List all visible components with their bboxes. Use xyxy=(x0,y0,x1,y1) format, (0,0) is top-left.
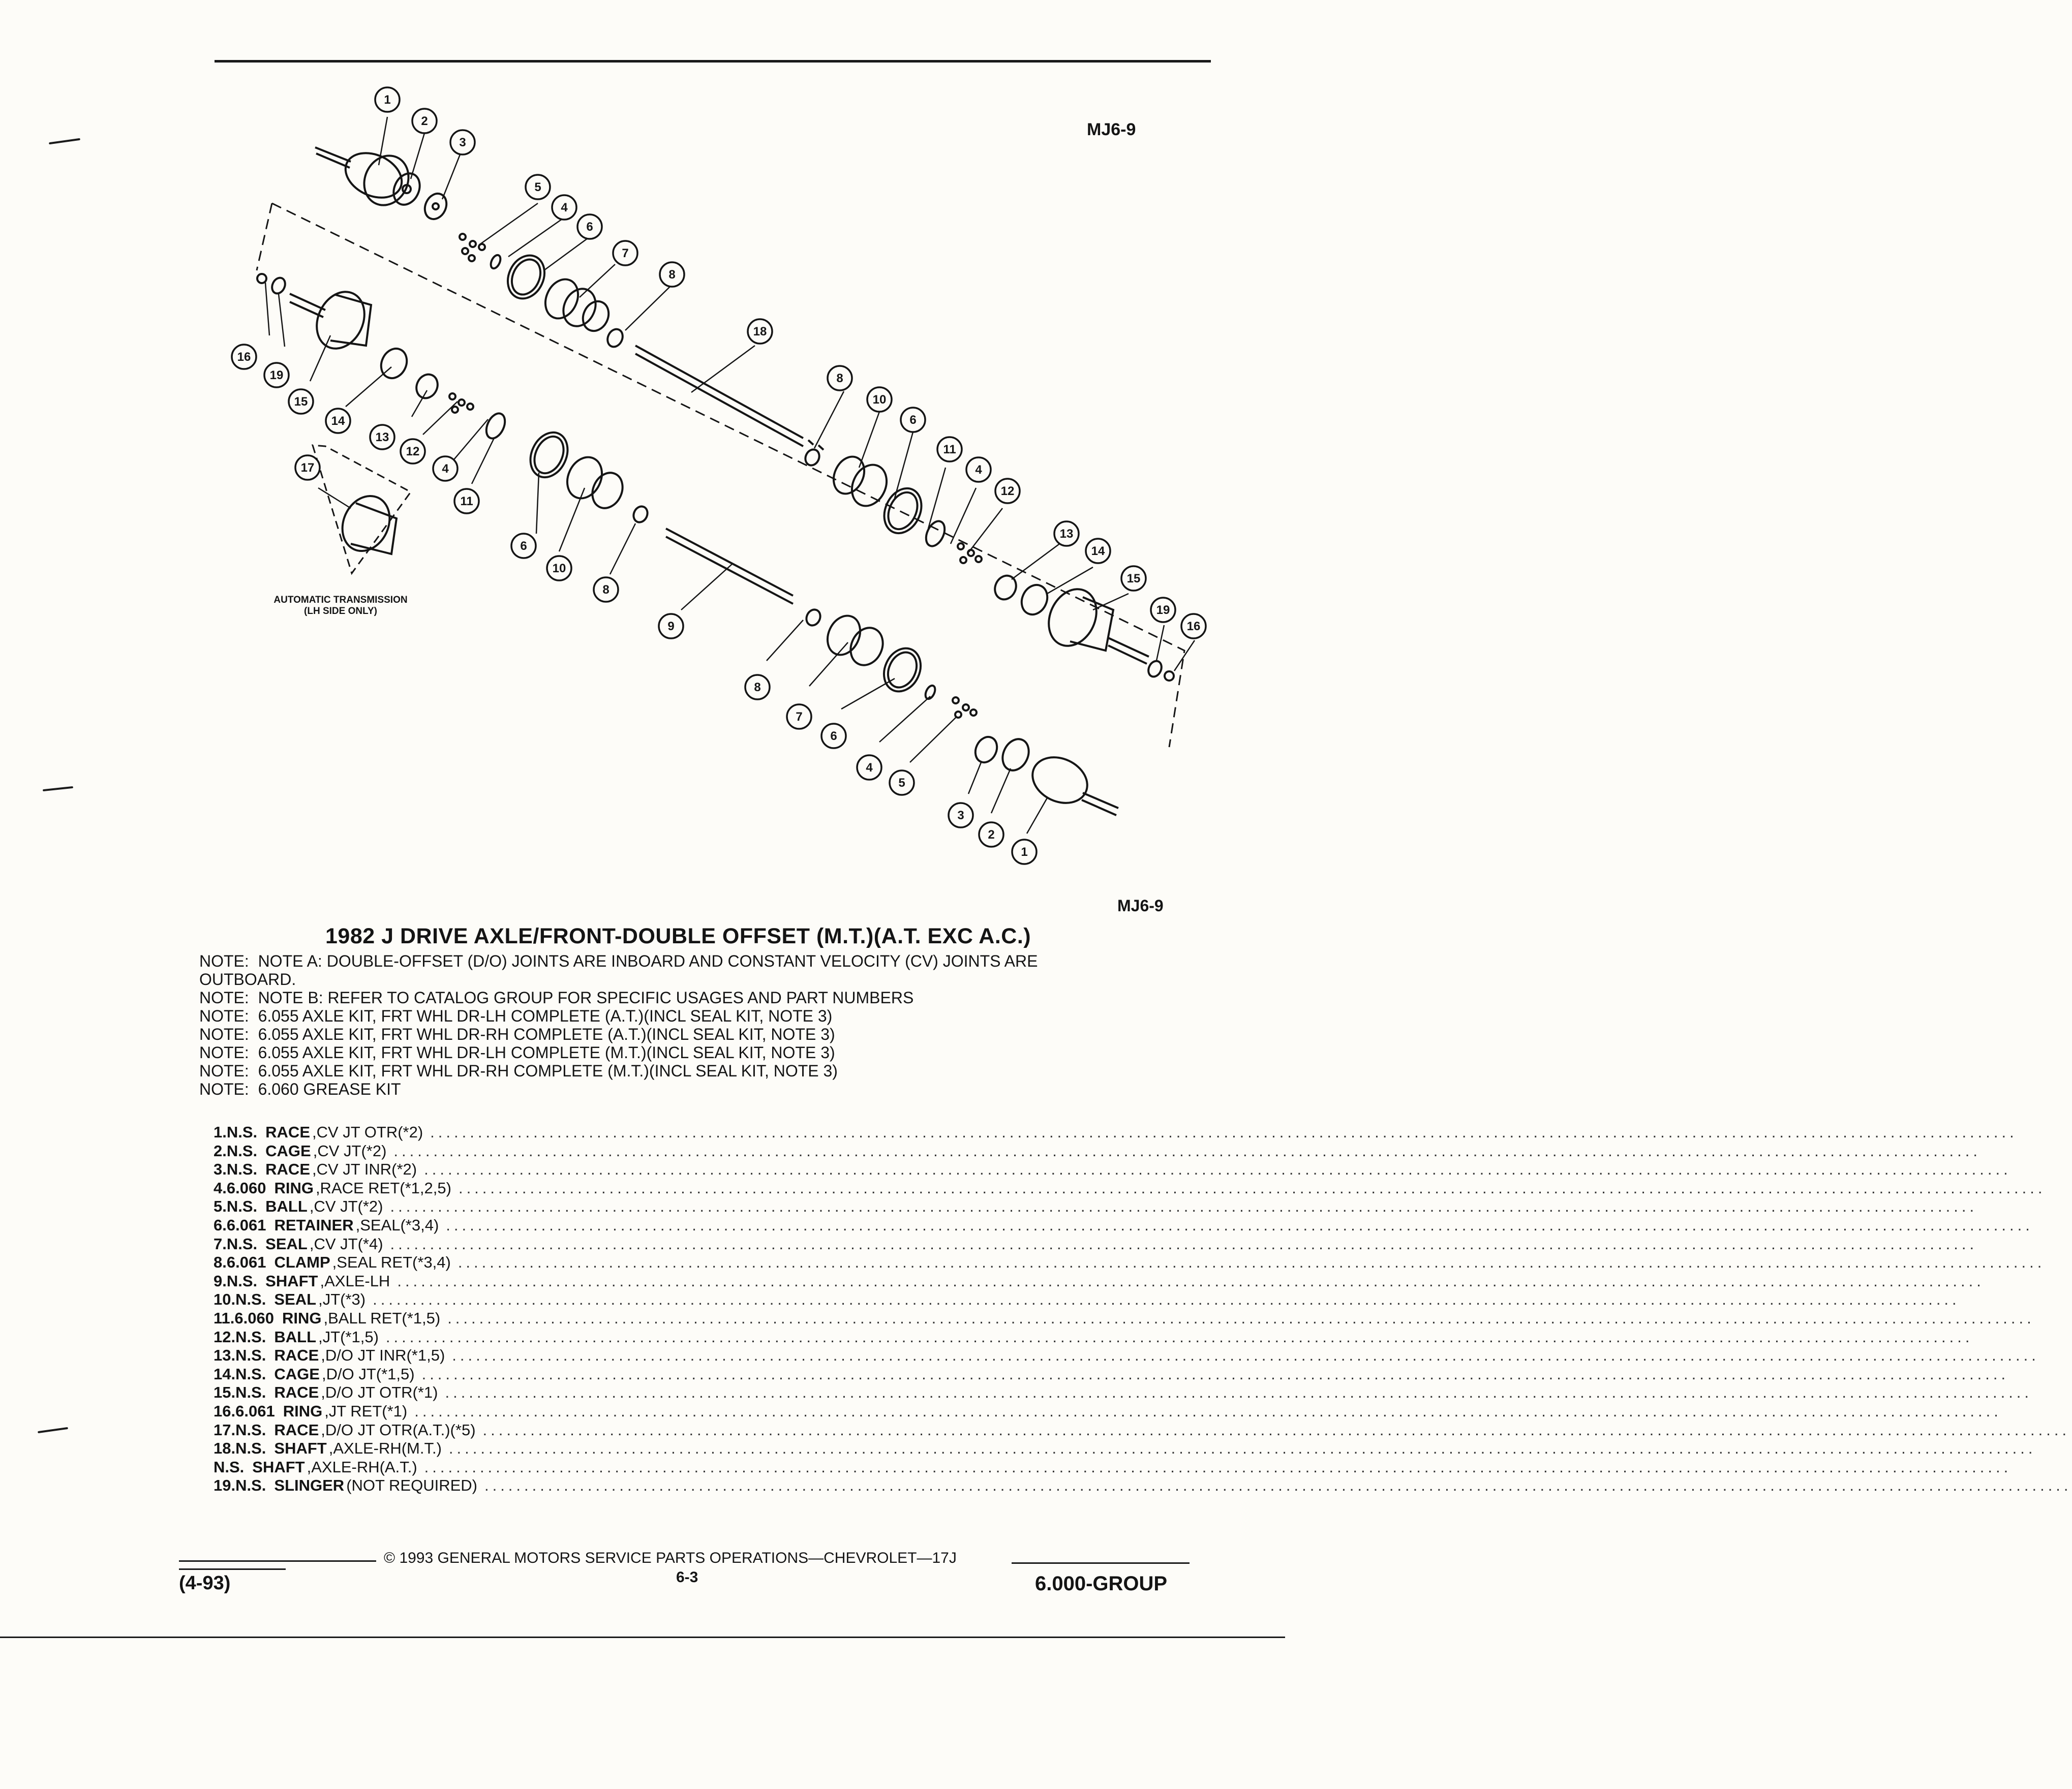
do-inner-race-lh xyxy=(413,371,442,402)
part-name: CAGE xyxy=(274,1365,320,1383)
part-code: N.S. xyxy=(235,1328,266,1346)
part-number: 9. xyxy=(214,1272,227,1290)
part-code: N.S. xyxy=(235,1365,266,1383)
part-name: SLINGER xyxy=(274,1476,345,1495)
figure-code-bottom: MJ6-9 xyxy=(1117,897,1164,915)
footer-rule-right xyxy=(1012,1562,1190,1564)
leader-dots: ........................................................................................................................................................................................................ xyxy=(373,1290,1960,1309)
ring-upper xyxy=(489,254,502,270)
part-description: ,CV JT OTR(*2) xyxy=(312,1123,423,1141)
cv-outer-race-upper xyxy=(315,144,416,212)
svg-text:4: 4 xyxy=(561,201,568,214)
svg-text:14: 14 xyxy=(1091,544,1105,558)
svg-text:19: 19 xyxy=(1156,603,1170,617)
caption-line-2: (LH SIDE ONLY) xyxy=(304,606,377,616)
footer-rule-left xyxy=(179,1560,376,1562)
svg-text:2: 2 xyxy=(421,114,428,128)
part-name: SHAFT xyxy=(274,1439,327,1458)
note-line: NOTE: 6.055 AXLE KIT, FRT WHL DR-RH COMPLETE (A.T.)(INCL SEAL KIT, NOTE 3) xyxy=(199,1025,835,1043)
boot-rh xyxy=(828,452,893,512)
svg-text:10: 10 xyxy=(552,562,566,575)
exploded-axle-diagram xyxy=(0,0,1285,894)
part-row xyxy=(214,1365,2009,1384)
part-name: SHAFT xyxy=(252,1458,305,1476)
part-description: ,AXLE-LH xyxy=(320,1272,390,1290)
svg-text:14: 14 xyxy=(331,414,345,428)
svg-text:1: 1 xyxy=(384,93,391,107)
leader-dots: ........................................................................................................................................................................................................ xyxy=(424,1160,2012,1179)
svg-text:6: 6 xyxy=(586,220,593,234)
svg-text:4: 4 xyxy=(866,761,873,775)
ring-lh xyxy=(483,411,509,442)
svg-text:4: 4 xyxy=(442,462,449,476)
svg-text:6: 6 xyxy=(909,413,917,427)
part-number: 4. xyxy=(214,1179,227,1197)
svg-text:11: 11 xyxy=(460,495,473,508)
part-description: ,RACE RET(*1,2,5) xyxy=(315,1179,451,1197)
part-row xyxy=(214,1458,2012,1477)
part-row xyxy=(214,1439,2036,1458)
svg-text:7: 7 xyxy=(796,710,803,724)
ring-rh xyxy=(923,518,949,549)
part-name: BALL xyxy=(274,1328,317,1346)
part-row xyxy=(214,1235,1978,1254)
part-row xyxy=(214,1160,2012,1179)
part-code: N.S. xyxy=(235,1383,266,1402)
footer-page-number: 6-3 xyxy=(676,1569,698,1586)
balls-lh xyxy=(449,393,473,413)
notes-block xyxy=(199,952,1191,1098)
part-number: 7. xyxy=(214,1235,227,1253)
do-cage-rh xyxy=(1017,581,1052,619)
part-description: ,CV JT(*2) xyxy=(313,1142,387,1160)
leader-dots: ........................................................................................................................................................................................................ xyxy=(482,1421,2070,1439)
svg-text:11: 11 xyxy=(943,443,956,456)
cv-inner-race-lh xyxy=(971,733,1001,766)
svg-text:15: 15 xyxy=(294,395,308,409)
ring-joint-rh xyxy=(1165,671,1174,681)
leader-dots: ........................................................................................................................................................................................................ xyxy=(445,1383,2033,1402)
retainer-upper xyxy=(501,250,552,304)
svg-text:8: 8 xyxy=(668,268,676,282)
part-number: 6. xyxy=(214,1216,227,1234)
part-number: 11. xyxy=(214,1309,235,1327)
part-number: 17. xyxy=(214,1421,236,1439)
part-name: RING xyxy=(282,1309,322,1327)
svg-text:16: 16 xyxy=(1186,620,1201,633)
part-description: ,CV JT(*2) xyxy=(309,1197,383,1216)
leader-dots: ........................................................................................................................................................................................................ xyxy=(393,1142,1981,1160)
leader-dots: ........................................................................................................................................................................................................ xyxy=(390,1197,1978,1216)
part-name: RING xyxy=(274,1179,314,1197)
part-code: N.S. xyxy=(226,1123,258,1141)
svg-text:5: 5 xyxy=(534,180,541,194)
part-number: 12. xyxy=(214,1328,236,1346)
clamp-lh xyxy=(631,504,650,525)
part-row xyxy=(214,1328,1973,1347)
part-number: 15. xyxy=(214,1383,236,1402)
svg-text:5: 5 xyxy=(898,776,905,790)
part-description: ,CV JT INR(*2) xyxy=(312,1160,417,1179)
leader-lines xyxy=(265,117,1195,834)
axle-shaft-rh xyxy=(635,346,824,450)
note-line: NOTE: NOTE A: DOUBLE-OFFSET (D/O) JOINTS ARE INBOARD AND CONSTANT VELOCITY (CV) JOINTS ARE xyxy=(199,952,1038,970)
part-code: 6.061 xyxy=(235,1402,275,1420)
svg-text:17: 17 xyxy=(300,461,315,475)
svg-text:2: 2 xyxy=(988,828,995,842)
cv-outer-race-lh xyxy=(1025,749,1118,815)
svg-text:3: 3 xyxy=(459,136,466,149)
do-cage-lh xyxy=(377,345,412,383)
part-name: SEAL xyxy=(265,1235,308,1253)
leader-dots: ........................................................................................................................................................................................................ xyxy=(447,1309,2035,1327)
part-row xyxy=(214,1272,1985,1291)
part-code: N.S. xyxy=(235,1476,266,1495)
part-description: ,D/O JT INR(*1,5) xyxy=(321,1346,445,1365)
svg-text:8: 8 xyxy=(754,681,761,694)
leader-dots: ........................................................................................................................................................................................................ xyxy=(430,1123,2018,1141)
leader-dots: ........................................................................................................................................................................................................ xyxy=(421,1365,2009,1383)
part-row xyxy=(214,1253,2046,1272)
part-code: 6.061 xyxy=(226,1253,266,1272)
retainer-lh-outer xyxy=(877,642,928,697)
svg-text:4: 4 xyxy=(975,463,982,477)
note-line: NOTE: 6.055 AXLE KIT, FRT WHL DR-LH COMPLETE (A.T.)(INCL SEAL KIT, NOTE 3) xyxy=(199,1007,833,1025)
svg-text:13: 13 xyxy=(1059,527,1074,541)
note-line: NOTE: 6.060 GREASE KIT xyxy=(199,1080,401,1098)
part-row xyxy=(214,1290,1960,1309)
part-code: N.S. xyxy=(235,1290,266,1309)
leader-dots: ........................................................................................................................................................................................................ xyxy=(414,1402,2002,1420)
part-name: RETAINER xyxy=(274,1216,354,1234)
balls-rh xyxy=(958,543,982,563)
svg-text:7: 7 xyxy=(622,246,629,260)
footer-group: 6.000-GROUP xyxy=(1035,1572,1168,1595)
part-code: N.S. xyxy=(235,1346,266,1365)
part-code: N.S. xyxy=(235,1439,266,1458)
part-code: N.S. xyxy=(226,1235,258,1253)
part-number: 14. xyxy=(214,1365,236,1383)
part-code: N.S. xyxy=(226,1142,258,1160)
part-description: ,JT(*3) xyxy=(318,1290,366,1309)
part-row xyxy=(214,1309,2035,1328)
part-row xyxy=(214,1421,2070,1440)
slinger-lh xyxy=(269,275,287,295)
part-name: SHAFT xyxy=(265,1272,318,1290)
part-number: 8. xyxy=(214,1253,227,1272)
note-line: NOTE: 6.055 AXLE KIT, FRT WHL DR-LH COMPLETE (M.T.)(INCL SEAL KIT, NOTE 3) xyxy=(199,1043,835,1062)
part-number: 13. xyxy=(214,1346,236,1365)
part-row xyxy=(214,1383,2033,1402)
svg-text:13: 13 xyxy=(375,430,389,444)
figure-code-top: MJ6-9 xyxy=(1087,120,1136,139)
footer-rule-bottom xyxy=(179,1568,286,1570)
leader-dots: ........................................................................................................................................................................................................ xyxy=(446,1216,2033,1234)
part-row xyxy=(214,1179,2046,1198)
svg-text:12: 12 xyxy=(1000,484,1015,498)
part-number: 5. xyxy=(214,1197,227,1216)
page-bottom-rule xyxy=(0,1637,1285,1638)
part-name: SEAL xyxy=(274,1290,317,1309)
do-outer-race-lh xyxy=(290,284,373,356)
parts-list xyxy=(214,1123,2072,1495)
leader-dots: ........................................................................................................................................................................................................ xyxy=(424,1458,2012,1476)
svg-text:12: 12 xyxy=(406,445,420,458)
part-description: ,AXLE-RH(A.T.) xyxy=(307,1458,417,1476)
part-row xyxy=(214,1402,2002,1421)
part-name: RACE xyxy=(274,1383,319,1402)
part-row xyxy=(214,1346,2039,1365)
leader-dots: ........................................................................................................................................................................................................ xyxy=(448,1439,2036,1458)
part-number: 3. xyxy=(214,1160,227,1179)
boot-lh xyxy=(561,451,628,513)
svg-text:19: 19 xyxy=(269,368,284,382)
part-row xyxy=(214,1197,1978,1216)
part-row xyxy=(214,1142,1981,1161)
cv-inner-race-upper xyxy=(421,190,450,223)
part-description: ,AXLE-RH(M.T.) xyxy=(328,1439,442,1458)
leader-dots: ........................................................................................................................................................................................................ xyxy=(452,1346,2039,1365)
svg-text:9: 9 xyxy=(667,620,675,633)
leader-dots: ........................................................................................................................................................................................................ xyxy=(397,1272,1985,1290)
part-number: 16. xyxy=(214,1402,236,1420)
svg-text:1: 1 xyxy=(1021,845,1028,859)
boot-upper xyxy=(539,274,614,335)
svg-text:3: 3 xyxy=(957,809,964,822)
ring-lh-outer xyxy=(924,684,937,700)
part-name: RACE xyxy=(265,1160,310,1179)
part-name: RACE xyxy=(274,1421,319,1439)
part-code: 6.061 xyxy=(226,1216,266,1234)
part-number: 2. xyxy=(214,1142,227,1160)
leader-dots: ........................................................................................................................................................................................................ xyxy=(458,1253,2046,1272)
part-name: BALL xyxy=(265,1197,308,1216)
part-description: ,CV JT(*4) xyxy=(309,1235,383,1253)
part-code: N.S. xyxy=(214,1458,245,1476)
note-line: NOTE: NOTE B: REFER TO CATALOG GROUP FOR SPECIFIC USAGES AND PART NUMBERS xyxy=(199,989,914,1007)
part-name: RACE xyxy=(274,1346,319,1365)
footer-copyright: © 1993 GENERAL MOTORS SERVICE PARTS OPERATIONS—CHEVROLET—17J xyxy=(384,1550,957,1566)
svg-text:15: 15 xyxy=(1126,572,1141,585)
part-name: RACE xyxy=(265,1123,310,1141)
part-description: ,SEAL(*3,4) xyxy=(355,1216,439,1234)
clamp-lh-outer xyxy=(804,607,822,628)
slinger-rh xyxy=(1146,659,1164,678)
do-outer-race-rh xyxy=(1040,581,1149,664)
page-title: 1982 J DRIVE AXLE/FRONT-DOUBLE OFFSET (M.T.)(A.T. EXC A.C.) xyxy=(325,924,1031,948)
part-description: ,D/O JT(*1,5) xyxy=(321,1365,415,1383)
part-description: ,D/O JT OTR(A.T.)(*5) xyxy=(321,1421,476,1439)
part-row xyxy=(214,1216,2033,1235)
svg-text:6: 6 xyxy=(830,729,837,743)
caption-line-1: AUTOMATIC TRANSMISSION xyxy=(273,595,408,605)
part-description: ,SEAL RET(*3,4) xyxy=(332,1253,451,1272)
dashed-assembly-path xyxy=(269,203,1184,747)
part-code: 6.060 xyxy=(226,1179,266,1197)
figure-caption xyxy=(234,595,447,617)
part-name: CAGE xyxy=(265,1142,311,1160)
part-description: ,JT(*1,5) xyxy=(318,1328,379,1346)
svg-text:6: 6 xyxy=(520,539,527,553)
svg-text:16: 16 xyxy=(237,350,251,364)
ring-joint-lh xyxy=(257,274,266,283)
part-name: CLAMP xyxy=(274,1253,330,1272)
balls-lh-outer xyxy=(953,697,977,718)
svg-text:8: 8 xyxy=(836,372,843,385)
footer-date: (4-93) xyxy=(179,1572,231,1594)
part-number: 18. xyxy=(214,1439,236,1458)
part-code: N.S. xyxy=(226,1160,258,1179)
part-row xyxy=(214,1476,2072,1495)
leader-dots: ........................................................................................................................................................................................................ xyxy=(484,1476,2072,1495)
part-code: 6.060 xyxy=(234,1309,274,1327)
leader-dots: ........................................................................................................................................................................................................ xyxy=(385,1328,1973,1346)
retainer-lh xyxy=(524,426,575,483)
balls-upper xyxy=(460,234,485,261)
dashed-assembly-path xyxy=(257,203,272,270)
part-code: N.S. xyxy=(226,1197,258,1216)
svg-text:10: 10 xyxy=(872,393,887,407)
part-description: (NOT REQUIRED) xyxy=(346,1476,477,1495)
part-code: N.S. xyxy=(226,1272,258,1290)
svg-text:18: 18 xyxy=(753,325,767,338)
part-number: 10. xyxy=(214,1290,236,1309)
note-line: NOTE: 6.055 AXLE KIT, FRT WHL DR-RH COMPLETE (M.T.)(INCL SEAL KIT, NOTE 3) xyxy=(199,1062,838,1080)
leader-dots: ........................................................................................................................................................................................................ xyxy=(458,1179,2046,1197)
clamp-upper xyxy=(605,327,626,349)
part-number: 19. xyxy=(214,1476,236,1495)
part-description: ,JT RET(*1) xyxy=(324,1402,408,1420)
part-description: ,D/O JT OTR(*1) xyxy=(321,1383,438,1402)
svg-text:8: 8 xyxy=(602,583,610,597)
part-name: RING xyxy=(283,1402,323,1420)
part-number: 1. xyxy=(214,1123,227,1141)
cv-cage-lh xyxy=(998,735,1034,775)
margin-mark xyxy=(38,1427,68,1433)
part-code: N.S. xyxy=(235,1421,266,1439)
part-row xyxy=(214,1123,2018,1142)
note-line: OUTBOARD. xyxy=(199,970,296,989)
leader-dots: ........................................................................................................................................................................................................ xyxy=(390,1235,1978,1253)
auto-trans-box xyxy=(313,445,411,573)
part-description: ,BALL RET(*1,5) xyxy=(323,1309,441,1327)
